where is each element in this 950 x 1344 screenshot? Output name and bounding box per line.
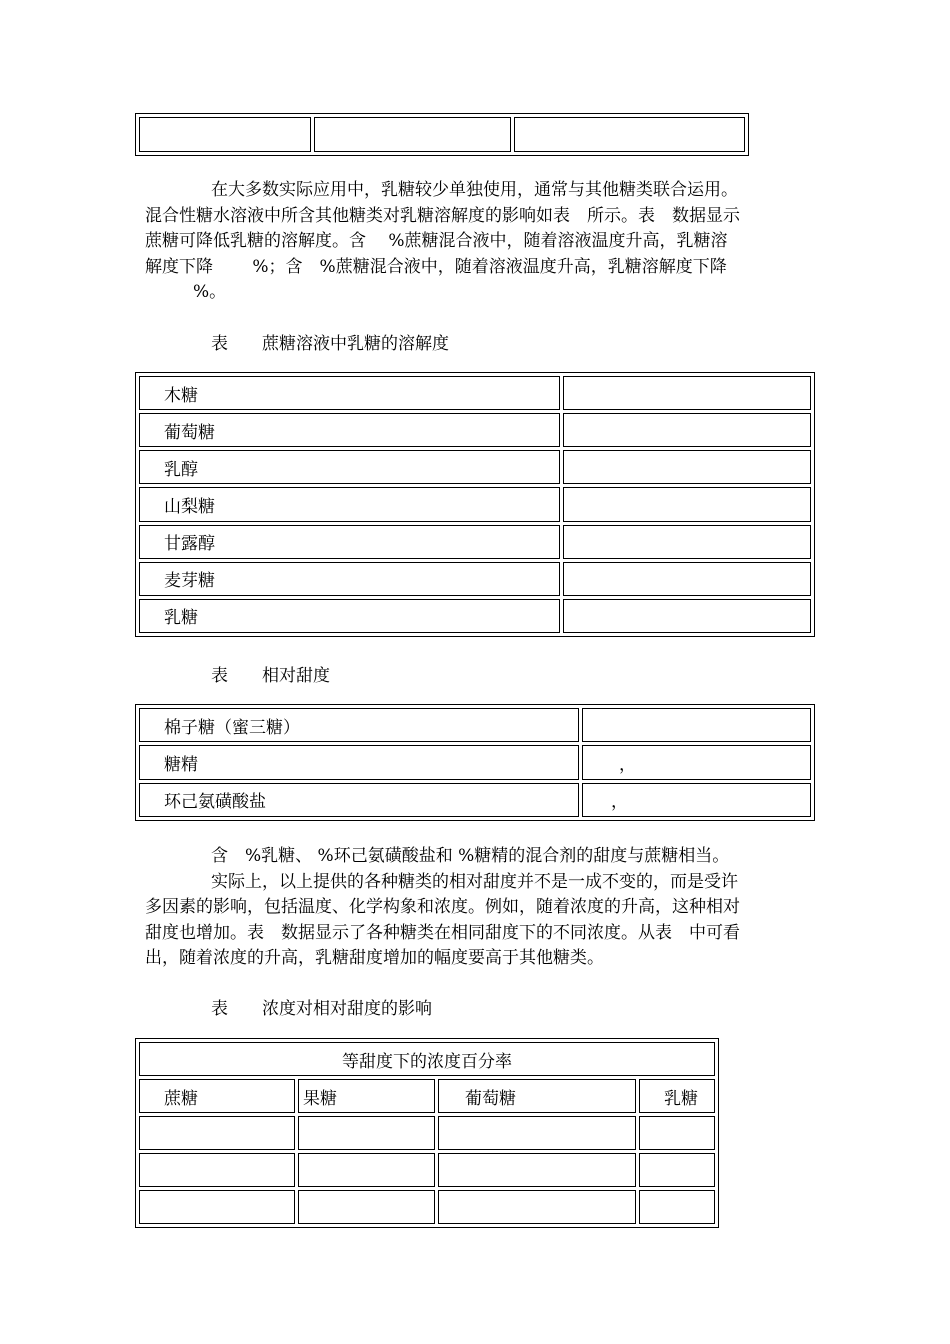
row-value (563, 562, 811, 596)
table-cell (514, 117, 745, 152)
paragraph-line: 解度下降 %；含 %蔗糖混合液中，随着溶液温度升高，乳糖溶解度下降 (145, 256, 727, 277)
row-value: ， (582, 783, 811, 817)
table-cell (298, 1116, 435, 1150)
table-cell (139, 1190, 295, 1224)
row-label: 甘露醇 (139, 525, 560, 559)
row-value (563, 450, 811, 484)
table-cell (639, 1153, 715, 1187)
row-value (563, 487, 811, 521)
table-1-caption: 表 蔗糖溶液中乳糖的溶解度 (211, 334, 449, 354)
top-table (135, 113, 749, 156)
paragraph-line: 实际上，以上提供的各种糖类的相对甜度并不是一成不变的，而是受许 (211, 871, 738, 892)
table-cell (438, 1116, 636, 1150)
table-cell (438, 1190, 636, 1224)
row-value: ， (582, 745, 811, 779)
paragraph-line: 混合性糖水溶液中所含其他糖类对乳糖溶解度的影响如表 所示。表 数据显示 (145, 205, 740, 226)
row-value (563, 525, 811, 559)
column-header-sucrose: 蔗糖 (139, 1079, 295, 1113)
row-label: 木糖 (139, 376, 560, 410)
column-header-glucose: 葡萄糖 (438, 1079, 636, 1113)
paragraph-line: 甜度也增加。表 数据显示了各种糖类在相同甜度下的不同浓度。从表 中可看 (145, 922, 740, 943)
table-cell (298, 1190, 435, 1224)
table-3-caption: 表 浓度对相对甜度的影响 (211, 999, 432, 1019)
column-header-fructose: 果糖 (298, 1079, 435, 1113)
row-label: 麦芽糖 (139, 562, 560, 596)
row-label: 环己氨磺酸盐 (139, 783, 579, 817)
row-label: 糖精 (139, 745, 579, 779)
row-label: 乳醇 (139, 450, 560, 484)
table-2 (135, 704, 815, 821)
row-label: 棉子糖（蜜三糖） (139, 708, 579, 742)
row-value (563, 413, 811, 447)
row-value (582, 708, 811, 742)
row-label: 山梨糖 (139, 487, 560, 521)
paragraph-line: %。 (193, 282, 227, 302)
paragraph-1 (145, 178, 825, 306)
table-3-header: 等甜度下的浓度百分率 (139, 1042, 715, 1076)
paragraph-line: 出，随着浓度的升高，乳糖甜度增加的幅度要高于其他糖类。 (145, 948, 604, 968)
table-cell (139, 1153, 295, 1187)
table-cell (639, 1190, 715, 1224)
table-cell (639, 1116, 715, 1150)
table-2-caption: 表 相对甜度 (211, 666, 330, 686)
paragraph-line: 含 %乳糖、 %环己氨磺酸盐和 %糖精的混合剂的甜度与蔗糖相当。 (211, 846, 730, 866)
table-cell (139, 1116, 295, 1150)
paragraph-line: 多因素的影响，包括温度、化学构象和浓度。例如，随着浓度的升高，这种相对 (145, 897, 740, 917)
row-label: 葡萄糖 (139, 413, 560, 447)
paragraph-2 (145, 844, 825, 972)
column-header-lactose: 乳糖 (639, 1079, 715, 1113)
row-value (563, 376, 811, 410)
table-1 (135, 372, 815, 637)
paragraph-line: 蔗糖可降低乳糖的溶解度。含 %蔗糖混合液中，随着溶液温度升高，乳糖溶 (145, 231, 728, 251)
row-value (563, 599, 811, 633)
table-cell (438, 1153, 636, 1187)
paragraph-line: 在大多数实际应用中，乳糖较少单独使用，通常与其他糖类联合运用。 (211, 180, 738, 200)
row-label: 乳糖 (139, 599, 560, 633)
table-cell (139, 117, 311, 152)
table-cell (314, 117, 511, 152)
table-cell (298, 1153, 435, 1187)
table-3 (135, 1038, 719, 1228)
